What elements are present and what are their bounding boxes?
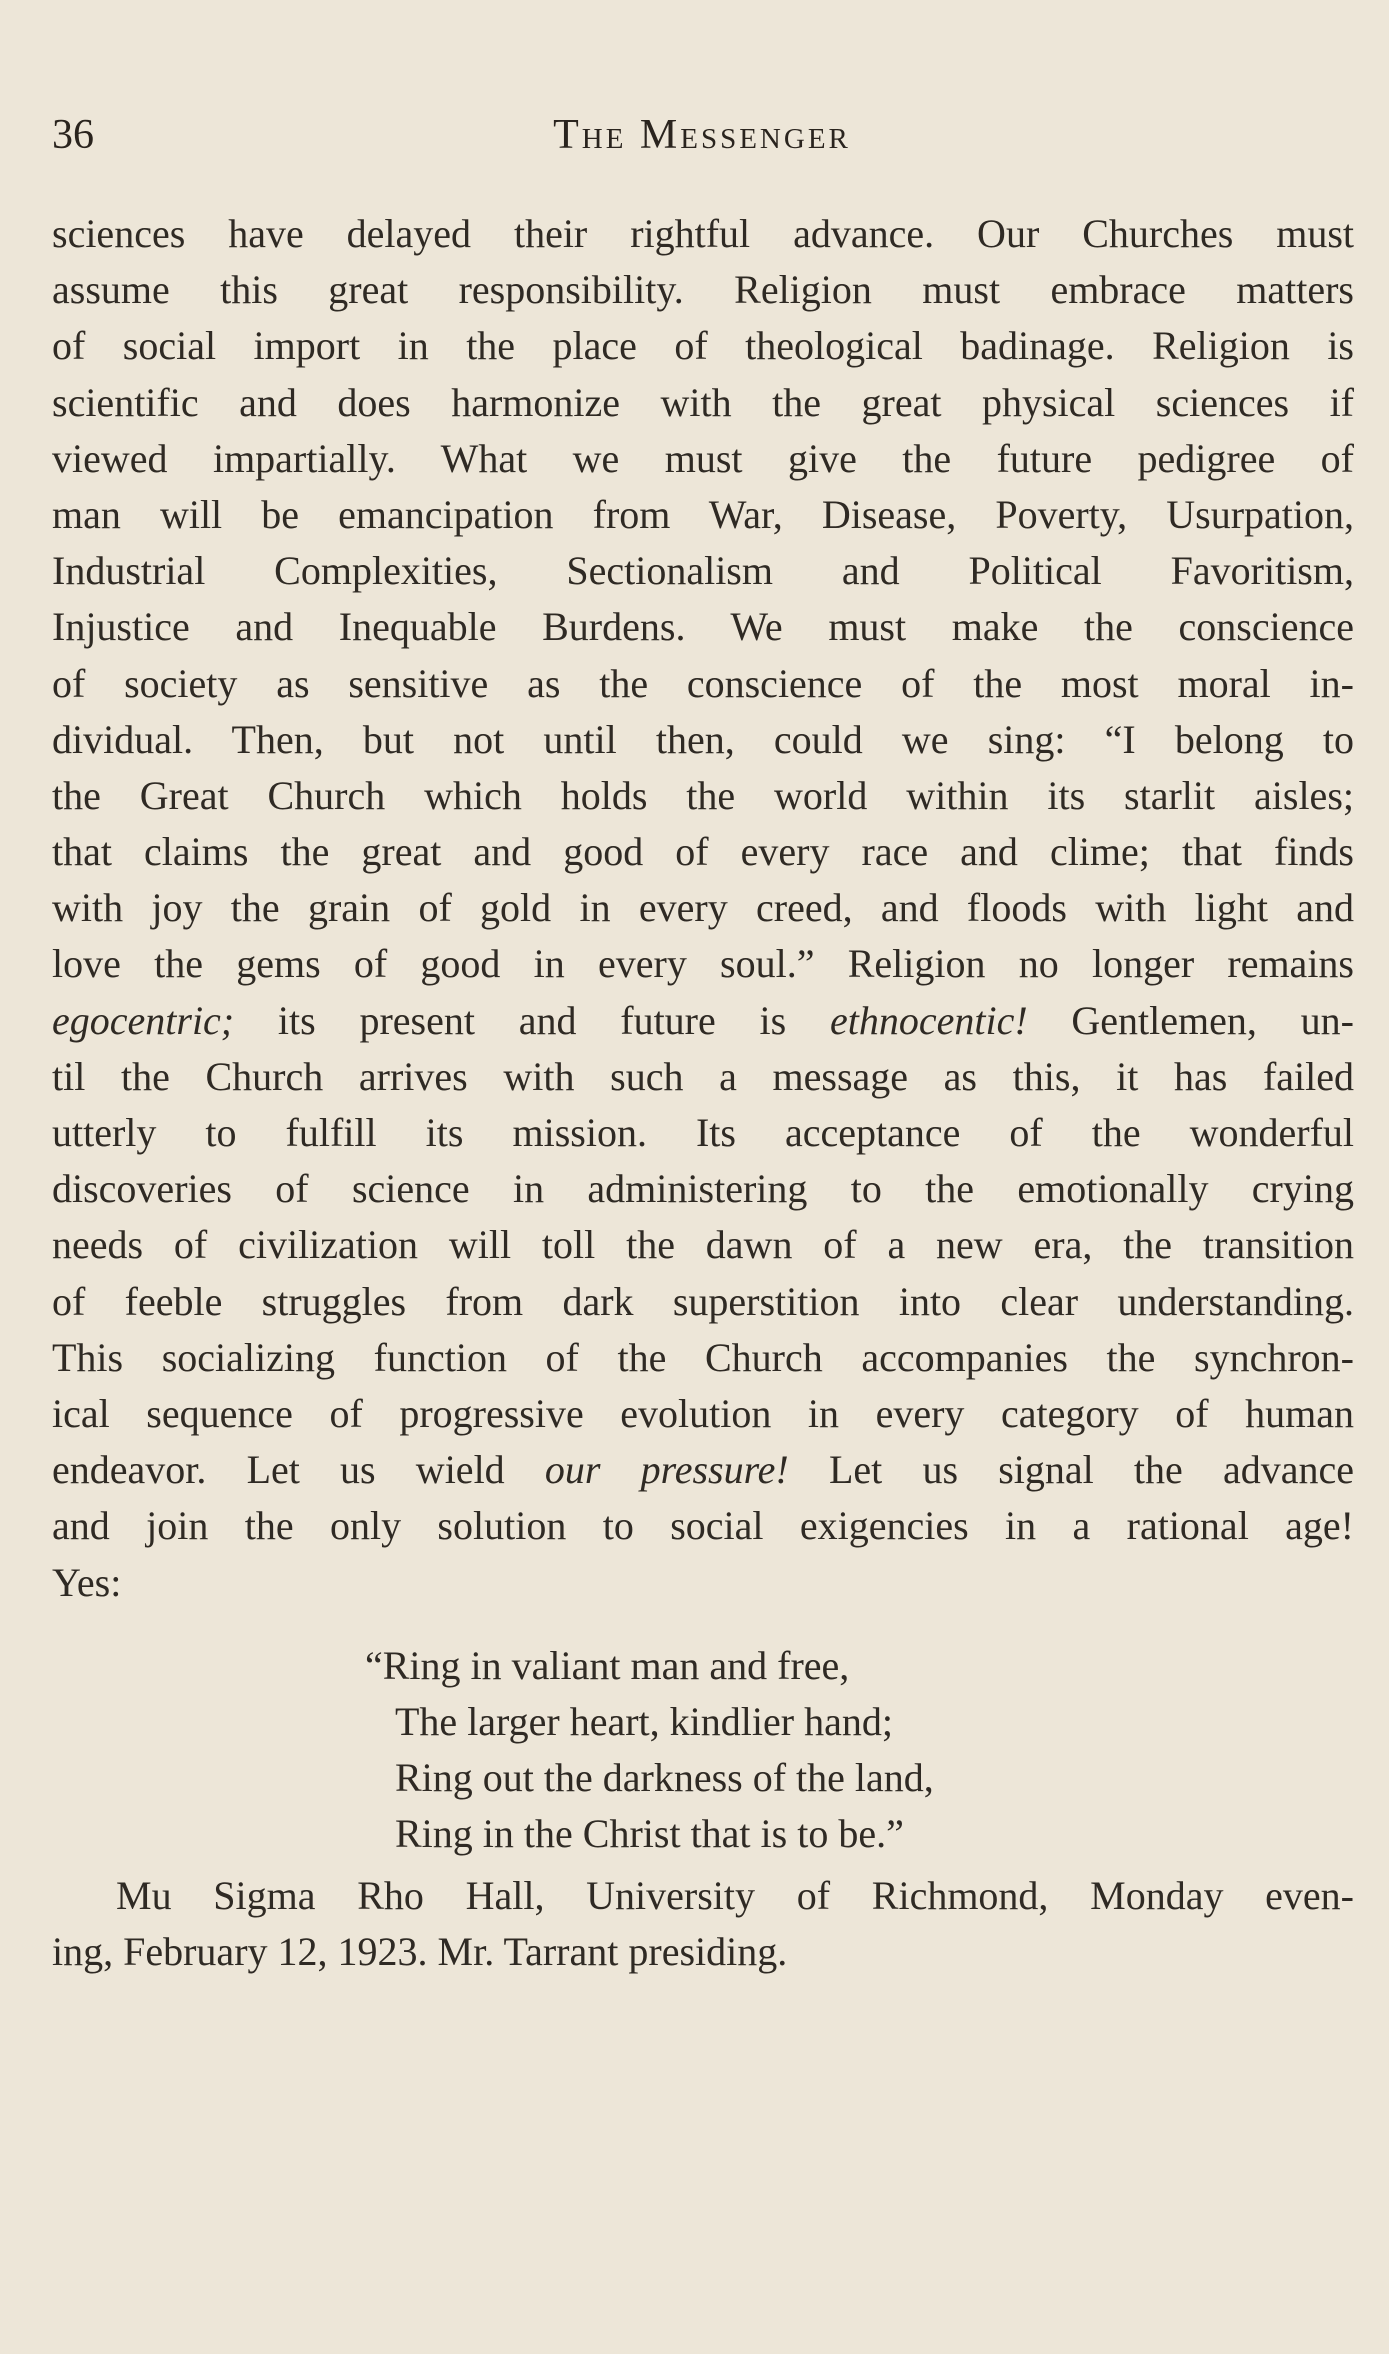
text-line: love the gems of good in every soul.” Religion no longer remains — [52, 941, 1354, 987]
poem-line: Ring out the darkness of the land, — [395, 1755, 934, 1800]
text-line: utterly to fulfill its mission. Its acceptance of the wonderful — [52, 1110, 1354, 1155]
text-line: This socializing function of the Church accompanies the synchron- — [52, 1334, 1354, 1380]
poem-line: “Ring in valiant man and free, — [365, 1643, 850, 1688]
text-line: Mu Sigma Rho Hall, University of Richmond, Monday even- — [116, 1873, 1354, 1918]
page-header — [52, 100, 1352, 170]
text-line: assume this great responsibility. Religion must embrace matters — [52, 267, 1354, 313]
italic-text: our pressure! — [544, 1447, 789, 1493]
text-line: of feeble struggles from dark superstition into clear understanding. — [52, 1278, 1354, 1324]
italic-text: egocentric; — [52, 997, 235, 1043]
text-line — [52, 993, 1354, 1049]
text-line: needs of civilization will toll the dawn of a new era, the transition — [52, 1222, 1354, 1268]
text-line: scientific and does harmonize with the great physical sciences if — [52, 379, 1354, 425]
text-line: viewed impartially. What we must give the future pedigree of — [52, 435, 1354, 481]
italic-text: ethnocentic! — [829, 997, 1028, 1043]
text-line: discoveries of science in administering to the emotionally crying — [52, 1166, 1354, 1212]
text-line: with joy the grain of gold in every creed, and floods with light and — [52, 885, 1354, 931]
poem-quote — [365, 1638, 1165, 1862]
page-number: 36 — [52, 112, 94, 158]
event-note — [52, 1868, 1354, 1980]
text-segment: its present and future is — [234, 997, 830, 1043]
text-line — [52, 1442, 1354, 1498]
body-paragraph — [52, 206, 1354, 1611]
text-line: Industrial Complexities, Sectionalism and Political Favoritism, — [52, 548, 1354, 594]
poem-line: The larger heart, kindlier hand; — [395, 1699, 893, 1744]
text-segment: Let us signal the advance — [788, 1447, 1355, 1493]
text-line: the Great Church which holds the world within its starlit aisles; — [52, 772, 1354, 818]
text-line: of social import in the place of theological badinage. Religion is — [52, 323, 1354, 369]
text-line: ing, February 12, 1923. Mr. Tarrant presiding. — [52, 1929, 788, 1975]
text-line: man will be emancipation from War, Disease, Poverty, Usurpation, — [52, 491, 1354, 537]
text-line: Yes: — [52, 1559, 122, 1605]
text-line: that claims the great and good of every race and clime; that finds — [52, 829, 1354, 875]
text-segment: endeavor. Let us wield — [52, 1447, 545, 1493]
running-head: The Messenger — [553, 112, 851, 158]
text-line: of society as sensitive as the conscience of the most moral in- — [52, 660, 1354, 706]
text-line: dividual. Then, but not until then, could we sing: “I belong to — [52, 716, 1354, 762]
text-line: sciences have delayed their rightful advance. Our Churches must — [52, 211, 1354, 256]
text-line: ical sequence of progressive evolution in every category of human — [52, 1390, 1354, 1436]
text-segment: Gentlemen, un- — [1027, 997, 1354, 1043]
poem-line: Ring in the Christ that is to be.” — [395, 1811, 904, 1856]
text-line: til the Church arrives with such a message as this, it has failed — [52, 1053, 1354, 1099]
text-line: Injustice and Inequable Burdens. We must make the conscience — [52, 604, 1354, 650]
text-line: and join the only solution to social exigencies in a rational age! — [52, 1503, 1354, 1549]
